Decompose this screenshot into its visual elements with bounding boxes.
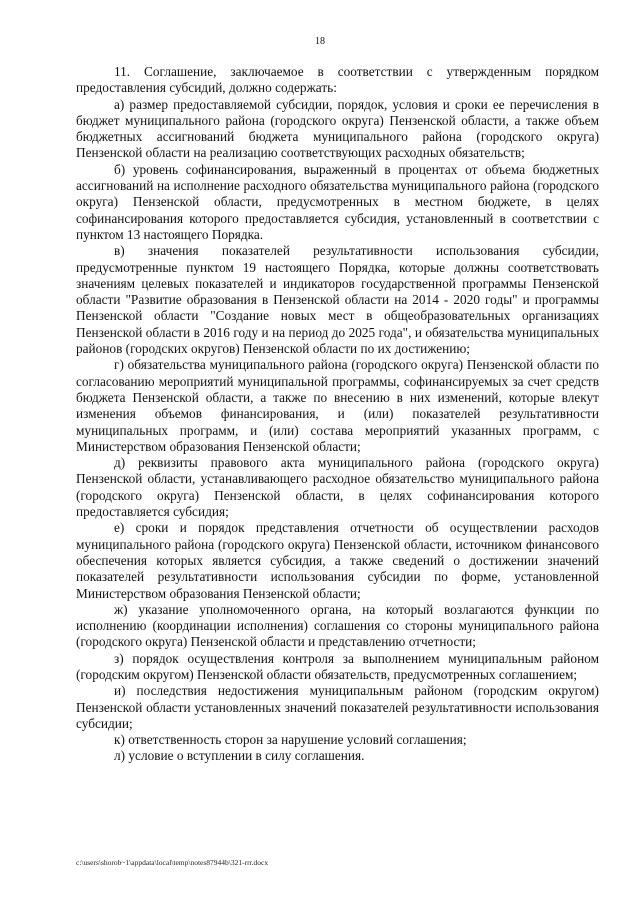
paragraph-k: к) ответственность сторон за нарушение условий соглашения;	[114, 732, 467, 748]
paragraph-11: 11. Соглашение, заключаемое в соответствии с утвержденным порядком предоставления субсидий, должно содержать:	[76, 64, 599, 96]
paragraph-v: в) значения показателей результативности использования субсидии, предусмотренные пунктом 19 настоящего Порядка, которые должны соответствовать значениям целевых показателей и индикаторов государственной программы Пензенской области "Развитие образования в Пензенской области на 2014 - 2020 годы" и программы Пензенской области "Создание новых мест в общеобразовательных организациях Пензенской области в 2016 году и на период до 2025 года", и обязательства муниципальных районов (городских округов) Пензенской области по их достижению;	[76, 243, 599, 357]
paragraph-l: л) условие о вступлении в силу соглашения.	[114, 748, 365, 764]
paragraph-b: б) уровень софинансирования, выраженный в процентах от объема бюджетных ассигнований на исполнение расходного обязательства муниципального района (городского округа) Пензенской области, предусмотренных в местном бюджете, в целях софинансирования которого предоставляется субсидия, установленный в соответствии с пунктом 13 настоящего Порядка.	[76, 161, 599, 242]
paragraph-zh: ж) указание уполномоченного органа, на который возлагаются функции по исполнению (координации исполнения) соглашения со стороны муниципального района (городского округа) Пензенской области и представлению отчетности;	[76, 601, 599, 650]
paragraph-g: г) обязательства муниципального района (городского округа) Пензенской области по согласованию мероприятий муниципальной программы, софинансируемых за счет средств бюджета Пензенской области, а также по внесению в них изменений, которые влекут изменения объемов финансирования, и (или) показателей результативности муниципальных программ, и (или) состава мероприятий указанных программ, с Министерством образования Пензенской области;	[76, 357, 599, 454]
file-path-footer: c:\users\shorob~1\appdata\local\temp\notes87944b\321-rrr.docx	[76, 858, 269, 867]
paragraph-e: е) сроки и порядок представления отчетности об осуществлении расходов муниципального района (городского округа) Пензенской области, источником финансового обеспечения которых является субсидия, а также сведений о достижении значений показателей результативности использования субсидии по форме, установленной Министерством образования Пензенской области;	[76, 520, 599, 601]
paragraph-i: и) последствия недостижения муниципальным районом (городским округом) Пензенской области установленных значений показателей результативности использования субсидии;	[76, 683, 599, 731]
document-body	[76, 64, 599, 765]
paragraph-z: з) порядок осуществления контроля за выполнением муниципальным районом (городским округом) Пензенской области обязательств, предусмотренных соглашением;	[76, 650, 599, 682]
page-number: 18	[315, 36, 325, 47]
paragraph-d: д) реквизиты правового акта муниципального района (городского округа) Пензенской области, устанавливающего расходное обязательство муниципального района (городского округа) Пензенской области, в целях софинансирования которого предоставляется субсидия;	[76, 455, 599, 520]
paragraph-a: а) размер предоставляемой субсидии, порядок, условия и сроки ее перечисления в бюджет муниципального района (городского округа) Пензенской области, а также объем бюджетных ассигнований бюджета муниципального района (городского округа) Пензенской области на реализацию соответствующих расходных обязательств;	[76, 96, 599, 161]
